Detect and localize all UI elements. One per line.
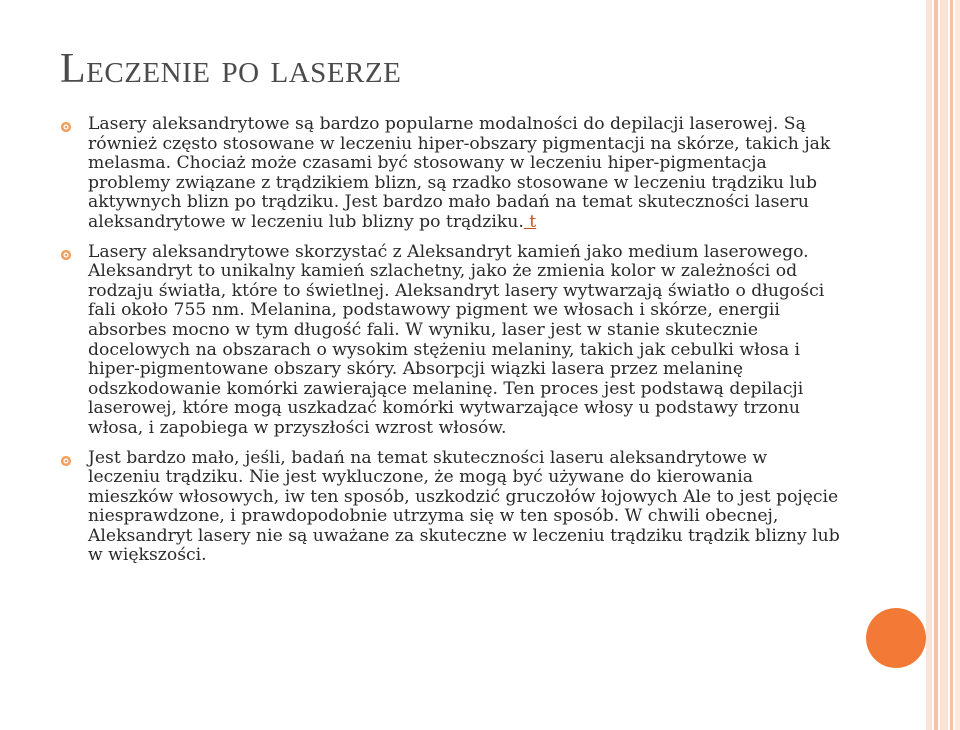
decorative-orange-circle [866, 608, 926, 668]
leaf-bullet-icon [60, 249, 72, 261]
bullet-item [60, 115, 840, 233]
bullet-text: Jest bardzo mało, jeśli, badań na temat skuteczności laseru aleksandrytowe w leczeniu trądziku. Nie jest wykluczone, że mogą być używane do kierowania mieszków włosowych, iw ten sposób, uszkodzić gruczołów łojowych Ale to jest pojęcie niesprawdzone, i prawdopodobnie utrzyma się w ten sposób. W chwili obecnej, Aleksandryt lasery nie są uważane za skuteczne w leczeniu trądziku trądzik blizny lub w większości. [88, 447, 840, 566]
leaf-bullet-icon [60, 455, 72, 467]
bullet-text: Lasery aleksandrytowe skorzystać z Aleksandryt kamień jako medium laserowego. Aleksandryt to unikalny kamień szlachetny, jako że zmienia kolor w zależności od rodzaju światła, które to świetlnej. Aleksandryt lasery wytwarzają światło o długości fali około 755 nm. Melanina, podstawowy pigment we włosach i skórze, energii absorbes mocno w tym długość fali. W wyniku, laser jest w stanie skutecznie docelowych na obszarach o wysokim stężeniu melaniny, takich jak cebulki włosa i hiper-pigmentowane obszary skóry. Absorpcji wiązki lasera przez melaninę odszkodowanie komórki zawierające melaninę. Ten proces jest podstawą depilacji laserowej, które mogą uszkadzać komórki wytwarzające włosy u podstawy trzonu włosa, i zapobiega w przyszłości wzrost włosów. [88, 241, 825, 438]
slide-title: Leczenie po laserze [60, 46, 402, 92]
bullet-item [60, 243, 840, 439]
bullet-item [60, 449, 840, 567]
stripe [926, 0, 932, 730]
leaf-bullet-icon [60, 121, 72, 133]
reference-link[interactable]: t [523, 211, 537, 232]
stripe [934, 0, 938, 730]
bullet-text-body: Lasery aleksandrytowe są bardzo popularne modalności do depilacji laserowej. Są również często stosowane w leczeniu hiper-obszary pigmentacji na skórze, takich jak melasma. Chociaż może czasami być stosowany w leczeniu hiper-pigmentacja problemy związane z trądzikiem blizn, są rzadko stosowane w leczeniu trądziku lub aktywnych blizn po trądziku. Jest bardzo mało badań na temat skuteczności laseru aleksandrytowe w leczeniu lub blizny po trądziku. [88, 114, 831, 232]
stripe [940, 0, 948, 730]
slide-content [60, 115, 840, 576]
stripe [950, 0, 953, 730]
decorative-stripes [926, 0, 960, 730]
bullet-text [88, 115, 840, 233]
stripe [955, 0, 960, 730]
